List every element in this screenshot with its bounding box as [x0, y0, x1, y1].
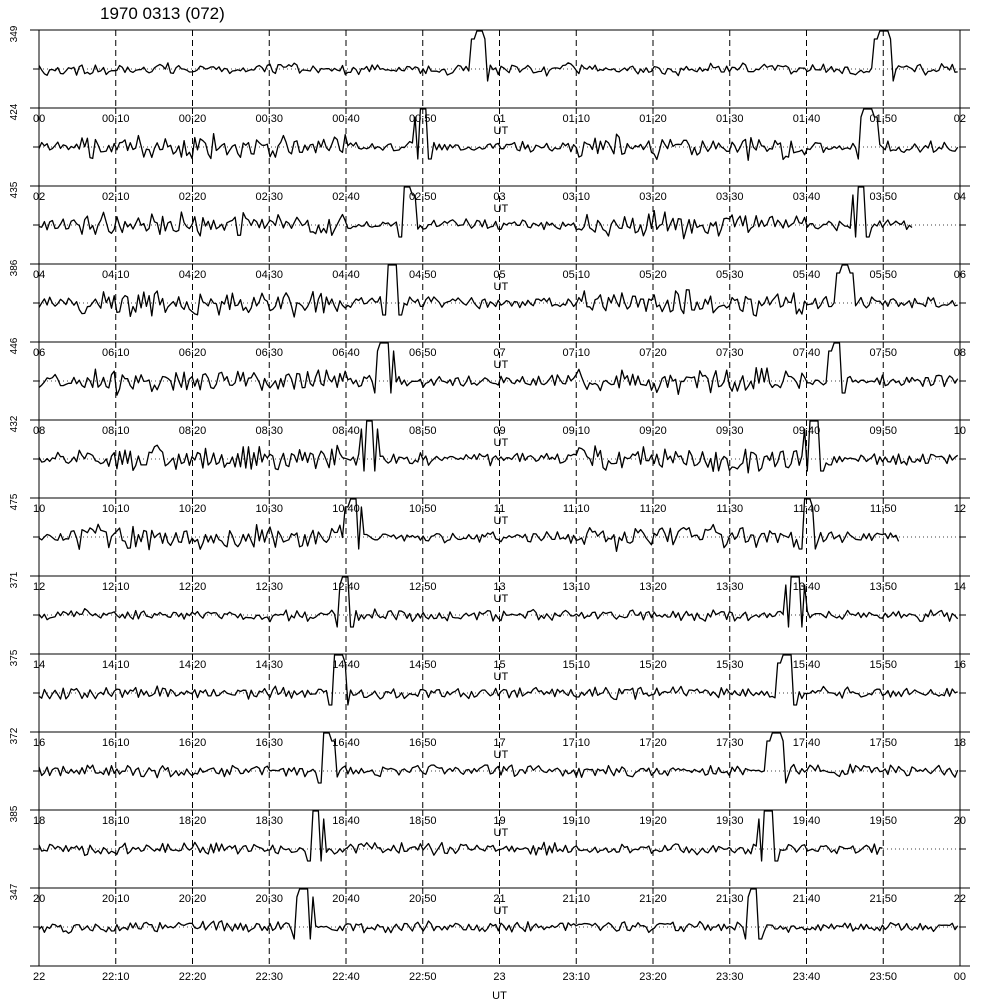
tick-label: 14:10 [101, 659, 130, 671]
tick-label: 09:30 [715, 425, 744, 437]
panel-side-label: 432 [9, 415, 20, 433]
tick-label: 16:20 [178, 737, 207, 749]
tick-label: 10:10 [101, 503, 130, 515]
seismogram-trace [39, 187, 912, 239]
panel-side-label: 446 [9, 337, 20, 355]
tick-label: 01:40 [792, 113, 821, 125]
panel-side-label: 424 [9, 103, 20, 121]
tick-label: 20:50 [408, 893, 437, 905]
tick-label: 18 [953, 737, 966, 749]
tick-label: 17:30 [715, 737, 744, 749]
ut-label: UT [493, 905, 509, 917]
ut-label: UT [493, 437, 509, 449]
panel-side-label: 475 [9, 493, 20, 511]
tick-label: 23:40 [792, 971, 821, 983]
tick-label: 13:30 [715, 581, 744, 593]
tick-label: 00:20 [178, 113, 207, 125]
ut-label: UT [493, 125, 509, 137]
tick-label: 22:50 [408, 971, 437, 983]
tick-label: 16:40 [332, 737, 360, 749]
tick-label: 18:20 [178, 815, 207, 827]
tick-label: 18 [33, 815, 46, 827]
tick-label: 11 [493, 503, 506, 515]
tick-label: 18:40 [332, 815, 360, 827]
tick-label: 05 [493, 269, 506, 281]
panel-side-label: 385 [9, 805, 20, 823]
tick-label: 18:50 [408, 815, 437, 827]
tick-label: 00 [33, 113, 46, 125]
tick-label: 12:30 [255, 581, 284, 593]
x-axis-label: UT [492, 990, 507, 1000]
ut-label: UT [493, 593, 509, 605]
tick-label: 12:50 [408, 581, 437, 593]
tick-label: 06:10 [101, 347, 130, 359]
tick-label: 05:30 [715, 269, 744, 281]
tick-label: 19:50 [869, 815, 898, 827]
tick-label: 16 [33, 737, 46, 749]
tick-label: 20:30 [255, 893, 284, 905]
tick-label: 19:10 [562, 815, 591, 827]
tick-label: 10:20 [178, 503, 207, 515]
tick-label: 06:40 [332, 347, 360, 359]
tick-label: 09:10 [562, 425, 591, 437]
tick-label: 23:30 [715, 971, 744, 983]
ut-label: UT [493, 749, 509, 761]
tick-label: 06:30 [255, 347, 284, 359]
tick-label: 20 [33, 893, 46, 905]
tick-label: 13:10 [562, 581, 591, 593]
tick-label: 22:20 [178, 971, 207, 983]
tick-label: 11:50 [869, 503, 897, 515]
tick-label: 16:50 [408, 737, 437, 749]
tick-label: 13:20 [639, 581, 667, 593]
tick-label: 15 [493, 659, 506, 671]
tick-label: 20:10 [101, 893, 130, 905]
tick-label: 17:10 [562, 737, 591, 749]
tick-label: 06 [33, 347, 46, 359]
tick-label: 20:40 [332, 893, 360, 905]
tick-label: 03:10 [562, 191, 591, 203]
tick-label: 02 [953, 113, 966, 125]
tick-label: 16:30 [255, 737, 284, 749]
tick-label: 12:10 [101, 581, 130, 593]
tick-label: 03:30 [715, 191, 744, 203]
tick-label: 05:40 [792, 269, 821, 281]
ut-label: UT [493, 203, 509, 215]
tick-label: 01:50 [869, 113, 898, 125]
tick-label: 15:40 [792, 659, 821, 671]
panel-side-label: 371 [9, 571, 20, 589]
tick-label: 09:50 [869, 425, 898, 437]
tick-label: 11:20 [639, 503, 667, 515]
ut-label: UT [493, 359, 509, 371]
tick-label: 23:10 [562, 971, 591, 983]
tick-label: 14:20 [178, 659, 207, 671]
tick-label: 17 [493, 737, 506, 749]
tick-label: 14:30 [255, 659, 284, 671]
tick-label: 22 [953, 893, 966, 905]
tick-label: 07 [493, 347, 506, 359]
tick-label: 17:50 [869, 737, 898, 749]
tick-label: 01:30 [715, 113, 744, 125]
panel-side-label: 349 [9, 25, 20, 43]
tick-label: 05:10 [562, 269, 591, 281]
tick-label: 15:10 [562, 659, 591, 671]
tick-label: 09:20 [639, 425, 667, 437]
tick-label: 15:30 [715, 659, 744, 671]
tick-label: 16:10 [101, 737, 130, 749]
tick-label: 11:40 [793, 503, 820, 515]
tick-label: 17:20 [639, 737, 667, 749]
tick-label: 14 [33, 659, 46, 671]
tick-label: 00 [953, 971, 966, 983]
tick-label: 00:40 [332, 113, 360, 125]
tick-label: 16 [953, 659, 966, 671]
tick-label: 06:50 [408, 347, 437, 359]
tick-label: 07:30 [715, 347, 744, 359]
panel-side-label: 375 [9, 649, 20, 667]
tick-label: 09 [493, 425, 506, 437]
tick-label: 01:10 [562, 113, 591, 125]
tick-label: 14:40 [332, 659, 360, 671]
tick-label: 02:20 [178, 191, 207, 203]
tick-label: 06 [953, 269, 966, 281]
seismogram-trace [39, 811, 883, 861]
tick-label: 21:10 [562, 893, 591, 905]
tick-label: 19:40 [792, 815, 821, 827]
tick-label: 18:30 [255, 815, 284, 827]
seismogram-trace [39, 499, 899, 551]
tick-label: 12 [33, 581, 46, 593]
tick-label: 08:50 [408, 425, 437, 437]
tick-label: 00:30 [255, 113, 284, 125]
tick-label: 07:10 [562, 347, 591, 359]
tick-label: 05:50 [869, 269, 898, 281]
tick-label: 21:50 [869, 893, 898, 905]
tick-label: 11:30 [716, 503, 744, 515]
tick-label: 04:40 [332, 269, 360, 281]
tick-label: 11:10 [562, 503, 590, 515]
tick-label: 14:50 [408, 659, 437, 671]
tick-label: 21:40 [792, 893, 821, 905]
tick-label: 07:40 [792, 347, 821, 359]
tick-label: 14 [953, 581, 966, 593]
tick-label: 22 [33, 971, 46, 983]
tick-label: 04:10 [101, 269, 130, 281]
tick-label: 02:40 [332, 191, 360, 203]
tick-label: 04:50 [408, 269, 437, 281]
tick-label: 19 [493, 815, 506, 827]
tick-label: 23:50 [869, 971, 898, 983]
tick-label: 20:20 [178, 893, 207, 905]
tick-label: 13:50 [869, 581, 898, 593]
tick-label: 10 [953, 425, 966, 437]
tick-label: 00:50 [408, 113, 437, 125]
tick-label: 07:20 [639, 347, 667, 359]
tick-label: 04 [33, 269, 46, 281]
panel-side-label: 435 [9, 181, 20, 199]
tick-label: 19:20 [639, 815, 667, 827]
tick-label: 10:50 [408, 503, 437, 515]
tick-label: 21:30 [715, 893, 744, 905]
tick-label: 01:20 [639, 113, 667, 125]
tick-label: 03 [493, 191, 506, 203]
ut-label: UT [493, 671, 509, 683]
tick-label: 22:30 [255, 971, 284, 983]
ut-label: UT [493, 281, 509, 293]
tick-label: 04 [953, 191, 966, 203]
tick-label: 23 [493, 971, 506, 983]
tick-label: 08:20 [178, 425, 207, 437]
panel-side-label: 386 [9, 259, 20, 277]
seismogram-trace [39, 31, 958, 81]
tick-label: 12 [953, 503, 966, 515]
tick-label: 12:40 [332, 581, 360, 593]
tick-label: 18:10 [101, 815, 130, 827]
tick-label: 22:40 [332, 971, 360, 983]
tick-label: 17:40 [792, 737, 821, 749]
tick-label: 04:20 [178, 269, 207, 281]
tick-label: 13 [493, 581, 506, 593]
tick-label: 13:40 [792, 581, 821, 593]
tick-label: 10 [33, 503, 46, 515]
tick-label: 12:20 [178, 581, 207, 593]
tick-label: 06:20 [178, 347, 207, 359]
tick-label: 07:50 [869, 347, 898, 359]
tick-label: 02 [33, 191, 46, 203]
tick-label: 10:30 [255, 503, 284, 515]
ut-label: UT [493, 827, 509, 839]
panel-side-label: 347 [9, 883, 20, 901]
panel-side-label: 372 [9, 727, 20, 745]
tick-label: 19:30 [715, 815, 744, 827]
tick-label: 03:40 [792, 191, 821, 203]
tick-label: 02:50 [408, 191, 437, 203]
tick-label: 05:20 [639, 269, 667, 281]
tick-label: 08:10 [101, 425, 130, 437]
tick-label: 01 [493, 113, 506, 125]
tick-label: 08 [33, 425, 46, 437]
chart-title: 1970 0313 (072) [100, 4, 225, 23]
tick-label: 10:40 [332, 503, 360, 515]
tick-label: 20 [953, 815, 966, 827]
tick-label: 00:10 [101, 113, 130, 125]
tick-label: 21:20 [639, 893, 667, 905]
tick-label: 15:20 [639, 659, 667, 671]
tick-label: 08:40 [332, 425, 360, 437]
tick-label: 04:30 [255, 269, 284, 281]
tick-label: 02:10 [101, 191, 130, 203]
tick-label: 15:50 [869, 659, 898, 671]
tick-label: 23:20 [639, 971, 667, 983]
ut-label: UT [493, 515, 509, 527]
tick-label: 02:30 [255, 191, 284, 203]
tick-label: 03:50 [869, 191, 898, 203]
tick-label: 03:20 [639, 191, 667, 203]
tick-label: 08:30 [255, 425, 284, 437]
tick-label: 21 [493, 893, 506, 905]
tick-label: 22:10 [101, 971, 130, 983]
tick-label: 08 [953, 347, 966, 359]
tick-label: 09:40 [792, 425, 821, 437]
